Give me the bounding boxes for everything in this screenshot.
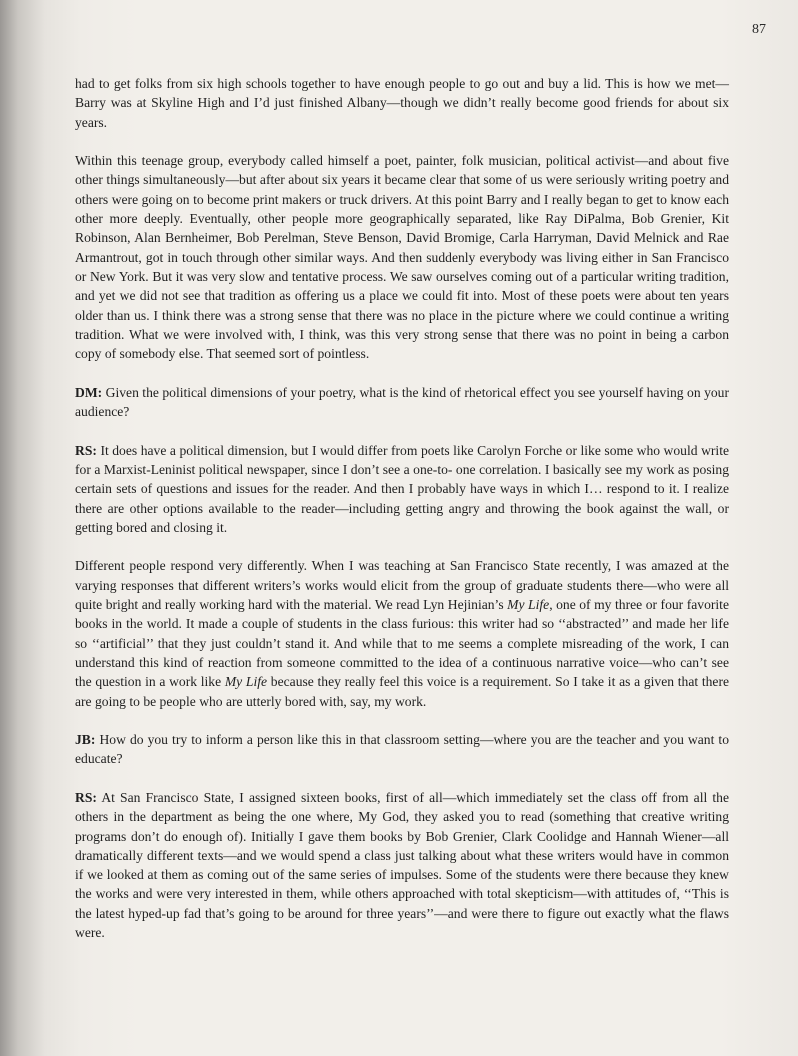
paragraph-text: How do you try to inform a person like this in that classroom setting—where you are the teacher and you want to educate? xyxy=(75,732,729,767)
book-title: My Life xyxy=(507,597,550,613)
paragraph-text: Given the political dimensions of your poetry, what is the kind of rhetorical effect you see yourself having on your audience? xyxy=(75,384,729,420)
paragraph-text-a: Different people respond very differently. When I was teaching at San Francisco State recently, I was amazed at the varying responses that different writers’s works would elicit from the group of graduate students there—who were all quite bright and really working hard with the material. We read Lyn Hejinian’s xyxy=(75,558,729,613)
paragraph-text-c: because they really feel this voice is a requirement. So I take it as a given that there are going to be people who are utterly bored with, say, my work. xyxy=(75,674,730,709)
speaker-label: RS: xyxy=(75,789,97,805)
paragraph-1 xyxy=(75,74,729,132)
answer-rs-1 xyxy=(75,441,729,537)
body-text xyxy=(75,74,729,962)
speaker-label: JB: xyxy=(75,732,96,748)
paragraph-text-b: , one of my three or four favorite books in the world. It made a couple of students in the class furious: this writer had so ‘‘abstracted’’ and made her life so ‘‘artificial’’ that they just couldn’t stand it. And while that to me seems a complete misreading of the work, I can understand this kind of reaction from someone committed to the idea of a continuous narrative voice—who can’t see the question in a work like xyxy=(75,597,729,690)
book-title: My Life xyxy=(224,674,268,690)
paragraph-text: At San Francisco State, I assigned sixteen books, first of all—which immediately set the class off from all the others in the department as being the one where, My God, they asked you to read (something that creative writing programs don’t do enough of). Initially I gave them books by Bob Grenier, Clark Coolidge and Hannah Wiener—all dramatically different texts—and we would spend a class just talking about what these writers would have in common if we looked at them as coming out of the same series of impulses. Some of the students were there because they knew the works and were very interested in them, while others approached with total skepticism—with attitudes of, ‘‘This is the latest hyped-up fad that’s going to be around for three years’’—and were there to figure out exactly what the flaws were. xyxy=(75,789,730,941)
speaker-label: DM: xyxy=(75,384,103,400)
page-number: 87 xyxy=(752,22,766,37)
question-dm xyxy=(75,383,729,422)
paragraph-text: had to get folks from six high schools together to have enough people to go out and buy a lid. This is how we met—Barry was at Skyline High and I’d just finished Albany—though we didn’t really become good friends for about six years. xyxy=(75,76,729,130)
paragraph-5 xyxy=(75,556,729,710)
paragraph-text: It does have a political dimension, but I would differ from poets like Carolyn Forche or like some who would write for a Marxist-Leninist political newspaper, since I don’t see a one-to- one correlation. I basically see my work as posing certain sets of questions and issues for the reader. And then I probably have ways in which I… respond to it. I realize there are other options available to the reader—including getting angry and throwing the book against the wall, or getting bored and closing it. xyxy=(75,442,729,535)
paragraph-2 xyxy=(75,151,729,363)
paragraph-text: Within this teenage group, everybody called himself a poet, painter, folk musician, political activist—and about five other things simultaneously—but after about six years it became clear that some of us were seriously writing poetry and others were going on to become print makers or truck drivers. At this point Barry and I really began to get to know each other more deeply. Eventually, other people more geographically separated, like Ray DiPalma, Bob Grenier, Kit Robinson, Alan Bernheimer, Bob Perelman, Steve Benson, David Bromige, Carla Harryman, David Melnick and Rae Armantrout, got in touch through other similar ways. And then suddenly everybody was living either in San Francisco or New York. But it was very slow and tentative process. We saw ourselves coming out of a particular writing tradition, and yet we did not see that tradition as offering us a place we could fit into. Most of these poets were about ten years older than us. I think there was a strong sense that there was no place in the picture where we could continue a writing tradition. What we were involved with, I think, was this very strong sense that there was no point in being a carbon copy of somebody else. That seemed sort of pointless. xyxy=(75,153,729,362)
answer-rs-2 xyxy=(75,788,729,942)
question-jb xyxy=(75,730,729,769)
speaker-label: RS: xyxy=(75,442,97,458)
